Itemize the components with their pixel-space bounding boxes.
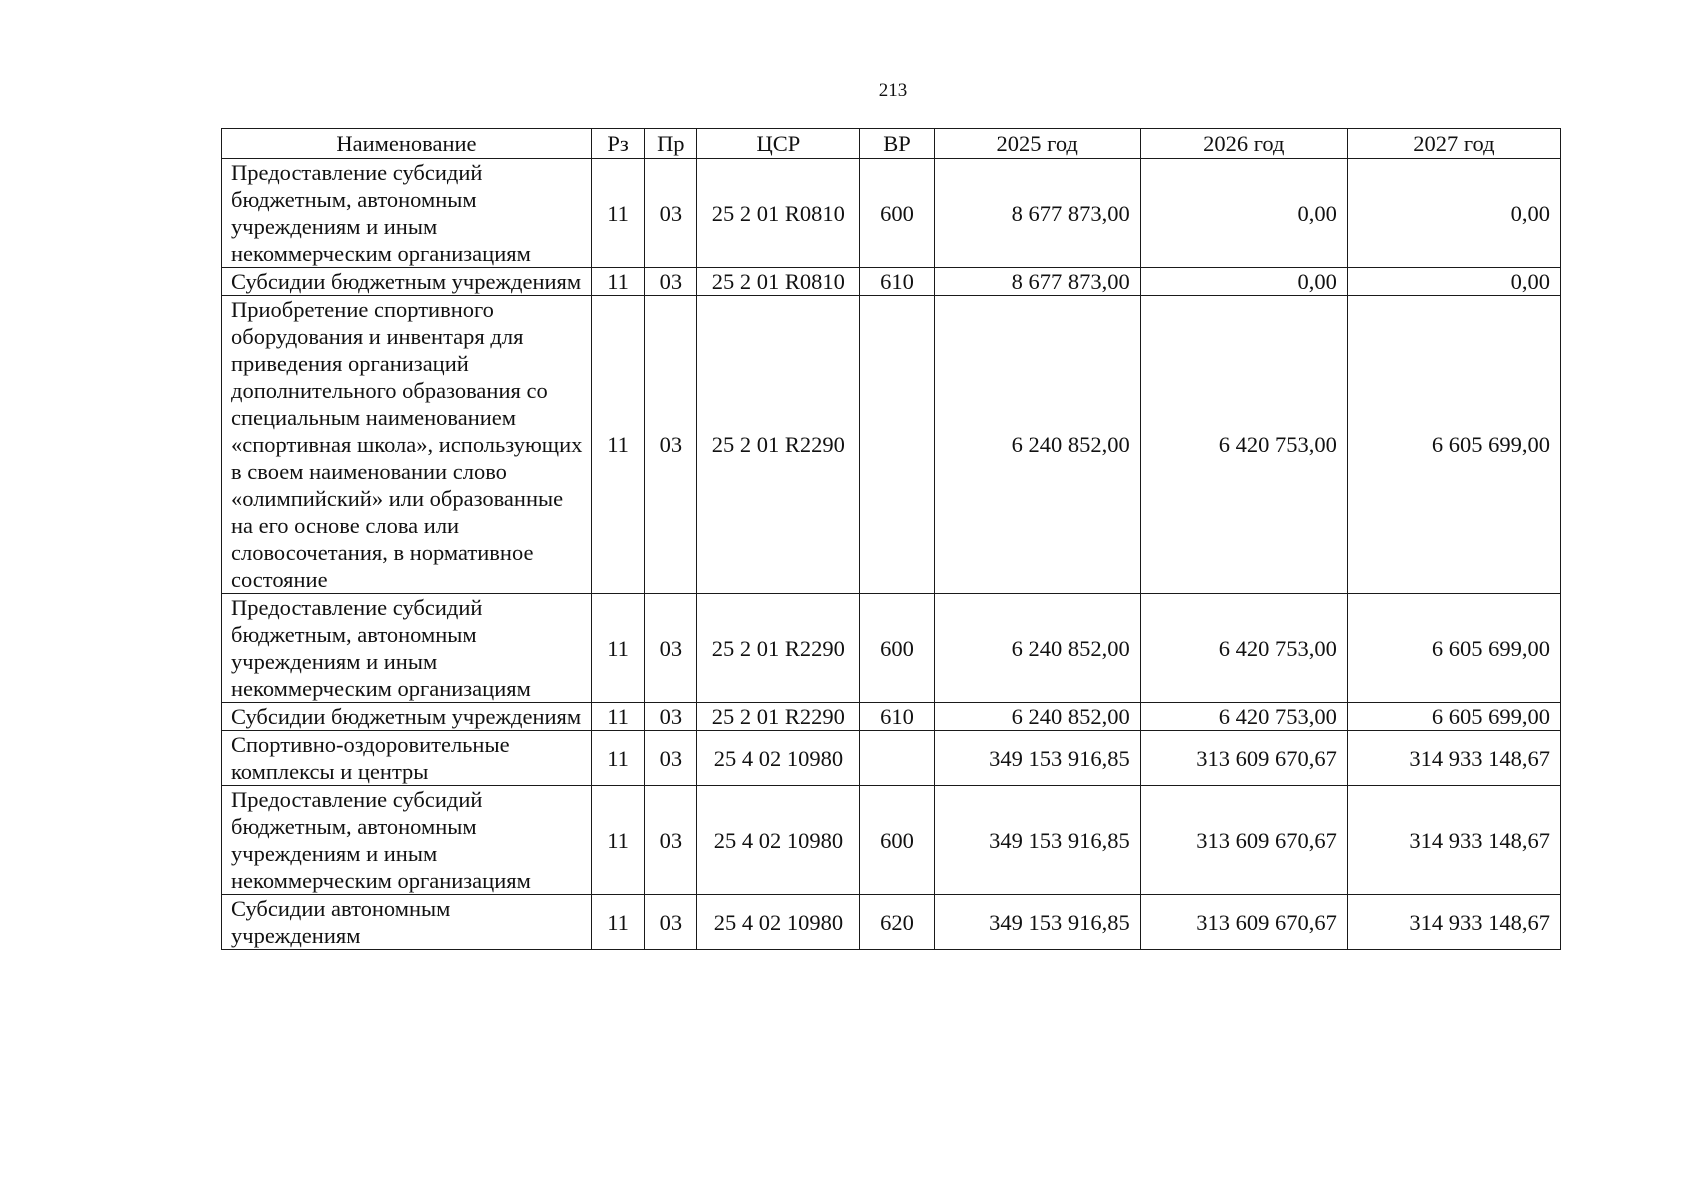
cell-name: Предоставление субсидий бюджетным, автономным учреждениям и иным некоммерческим организациям (222, 159, 592, 268)
cell-pr: 03 (645, 703, 697, 731)
cell-name: Предоставление субсидий бюджетным, автономным учреждениям и иным некоммерческим организациям (222, 594, 592, 703)
cell-2026: 6 420 753,00 (1140, 594, 1347, 703)
cell-vr: 620 (860, 895, 934, 950)
cell-csr: 25 2 01 R0810 (697, 159, 860, 268)
cell-name: Спортивно-оздоровительные комплексы и центры (222, 731, 592, 786)
cell-2026: 313 609 670,67 (1140, 731, 1347, 786)
table-body (222, 159, 1561, 950)
cell-2025: 349 153 916,85 (934, 786, 1140, 895)
cell-2025: 349 153 916,85 (934, 731, 1140, 786)
cell-2026: 313 609 670,67 (1140, 786, 1347, 895)
cell-pr: 03 (645, 731, 697, 786)
cell-rz: 11 (591, 296, 644, 594)
cell-rz: 11 (591, 786, 644, 895)
cell-2027: 314 933 148,67 (1347, 731, 1560, 786)
cell-rz: 11 (591, 159, 644, 268)
header-2026: 2026 год (1140, 129, 1347, 159)
cell-vr: 600 (860, 594, 934, 703)
header-csr: ЦСР (697, 129, 860, 159)
cell-2025: 6 240 852,00 (934, 594, 1140, 703)
cell-pr: 03 (645, 268, 697, 296)
cell-rz: 11 (591, 268, 644, 296)
header-rz: Рз (591, 129, 644, 159)
cell-vr: 600 (860, 786, 934, 895)
cell-rz: 11 (591, 703, 644, 731)
cell-vr: 610 (860, 703, 934, 731)
cell-2027: 314 933 148,67 (1347, 786, 1560, 895)
cell-2025: 6 240 852,00 (934, 296, 1140, 594)
header-2027: 2027 год (1347, 129, 1560, 159)
cell-csr: 25 4 02 10980 (697, 786, 860, 895)
cell-2027: 0,00 (1347, 268, 1560, 296)
cell-csr: 25 2 01 R2290 (697, 296, 860, 594)
cell-name: Субсидии автономным учреждениям (222, 895, 592, 950)
cell-name: Предоставление субсидий бюджетным, автономным учреждениям и иным некоммерческим организациям (222, 786, 592, 895)
table-row (222, 268, 1561, 296)
cell-csr: 25 2 01 R2290 (697, 594, 860, 703)
cell-pr: 03 (645, 895, 697, 950)
cell-rz: 11 (591, 594, 644, 703)
table-row (222, 296, 1561, 594)
cell-vr: 600 (860, 159, 934, 268)
cell-name: Субсидии бюджетным учреждениям (222, 268, 592, 296)
cell-vr (860, 296, 934, 594)
cell-2027: 0,00 (1347, 159, 1560, 268)
table-row (222, 786, 1561, 895)
table-row (222, 731, 1561, 786)
cell-name: Субсидии бюджетным учреждениям (222, 703, 592, 731)
cell-csr: 25 4 02 10980 (697, 731, 860, 786)
page-number: 213 (878, 80, 908, 101)
header-2025: 2025 год (934, 129, 1140, 159)
cell-name: Приобретение спортивного оборудования и инвентаря для приведения организаций дополнительного образования со специальным наименованием «спортивная школа», использующих в своем наименовании слово «олимпийский» или образованные на его основе слова или словосочетания, в нормативное состояние (222, 296, 592, 594)
cell-rz: 11 (591, 731, 644, 786)
table-header (222, 129, 1561, 159)
cell-2025: 6 240 852,00 (934, 703, 1140, 731)
cell-2026: 0,00 (1140, 159, 1347, 268)
cell-2026: 6 420 753,00 (1140, 703, 1347, 731)
cell-2026: 0,00 (1140, 268, 1347, 296)
cell-csr: 25 2 01 R0810 (697, 268, 860, 296)
table-row (222, 594, 1561, 703)
cell-2027: 6 605 699,00 (1347, 703, 1560, 731)
cell-csr: 25 2 01 R2290 (697, 703, 860, 731)
budget-table (221, 128, 1561, 950)
cell-2027: 6 605 699,00 (1347, 594, 1560, 703)
cell-2025: 8 677 873,00 (934, 159, 1140, 268)
cell-2026: 6 420 753,00 (1140, 296, 1347, 594)
cell-pr: 03 (645, 786, 697, 895)
cell-2027: 6 605 699,00 (1347, 296, 1560, 594)
header-row (222, 129, 1561, 159)
cell-csr: 25 4 02 10980 (697, 895, 860, 950)
table-row (222, 159, 1561, 268)
header-pr: Пр (645, 129, 697, 159)
cell-2027: 314 933 148,67 (1347, 895, 1560, 950)
cell-2025: 349 153 916,85 (934, 895, 1140, 950)
header-vr: ВР (860, 129, 934, 159)
cell-rz: 11 (591, 895, 644, 950)
cell-vr (860, 731, 934, 786)
cell-vr: 610 (860, 268, 934, 296)
cell-2025: 8 677 873,00 (934, 268, 1140, 296)
cell-pr: 03 (645, 594, 697, 703)
cell-2026: 313 609 670,67 (1140, 895, 1347, 950)
header-name: Наименование (222, 129, 592, 159)
cell-pr: 03 (645, 159, 697, 268)
table-row (222, 703, 1561, 731)
table-row (222, 895, 1561, 950)
cell-pr: 03 (645, 296, 697, 594)
